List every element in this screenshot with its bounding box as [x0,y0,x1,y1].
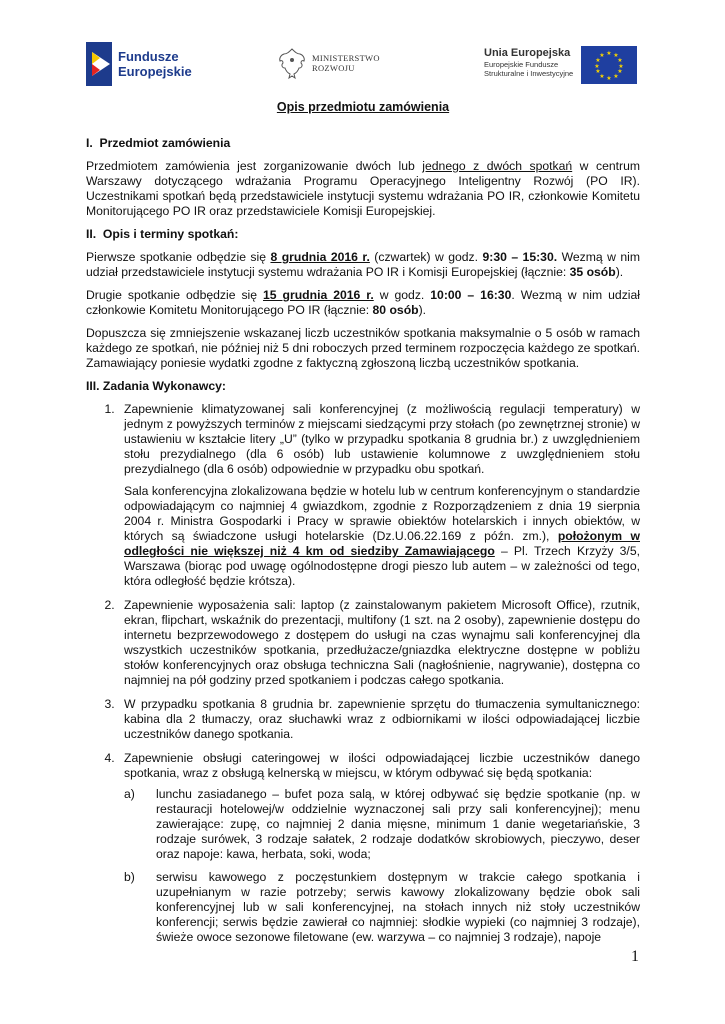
list-item [118,751,640,945]
ue-sub2: Strukturalne i Inwestycyjne [484,69,574,78]
svg-text:★: ★ [606,75,612,82]
meeting-1-paragraph: Pierwsze spotkanie odbędzie się 8 grudnia 2016 r. (czwartek) w godz. 9:30 – 15:30. Wezmą w nim udział przedstawiciele instytucji systemu wdrażania PO IR i Komisji Europejskiej (łącznie: 35 osób). [86,250,640,279]
contractor-tasks-list [86,402,640,945]
participant-reduction-paragraph: Dopuszcza się zmniejszenie wskazanej liczb uczestników spotkania maksymalnie o 5 osób w ramach każdego ze spotkań, nie później niż 5 dni roboczych przed terminem rozpoczęcia każdego ze spotkań. Zamawiający poniesie wydatki zgodne z faktyczną zgłoszoną liczbą uczestników spotkania. [86,326,640,370]
task-3-text: 3. W przypadku spotkania 8 grudnia br. zapewnienie sprzętu do tłumaczenia symultanicznego: kabina dla 2 tłumaczy, oraz słuchawki wraz z odbiornikami w ilości odpowiadającej liczbie uczestników danego spotkania. [124,697,640,741]
section-3-heading: III. Zadania Wykonawcy: [86,379,226,393]
meeting-2-count: 80 osób [372,303,419,317]
task-1-text: 1. Zapewnienie klimatyzowanej sali konferencyjnej (z możliwością regulacji temperatury) w jednym z powyższych terminów z miejscami siedzącymi przy stołach (po zewnętrznej stronie) w ustawieniu w kształcie litery „U” (tylko w przypadku spotkania 8 grudnia br.) z uwzględnieniem stołu prezydialnego (dla 6 osób) lub ustawienie kolumnowe z uwzględnieniem stołu prezydialnego (dla 6 osób) odpowiednie w przypadku obu spotkań. [124,402,640,476]
svg-text:★: ★ [599,73,605,80]
ministerstwo-line2: ROZWOJU [312,63,355,73]
svg-text:★: ★ [618,63,624,70]
underlined-phrase: jednego z dwóch spotkań [422,159,573,173]
ministerstwo-rozwoju-logo [278,46,380,80]
svg-text:★: ★ [595,68,601,75]
svg-text:★: ★ [617,57,623,64]
task-4-text: 4. Zapewnienie obsługi cateringowej w ilości odpowiadającej liczbie uczestników danego spotkania, wraz z obsługą kelnerską w miejscu, w którym odbywać się będą spotkania: [124,751,640,780]
document-body [86,100,640,954]
list-item [118,402,640,589]
list-item: a) lunchu zasiadanego – bufet poza salą, w której odbywać się będzie spotkanie (np. w restauracji hotelowej/w oddzielnie wyznaczonej sali przy sali konferencyjnej); menu zawierające: zupę, co najmniej 2 dania mięsne, minimum 1 danie wegetariańskie, 3 rodzaje surówek, 3 rodzaje sałatek, 2 rodzaje dodatków skrobiowych, pieczywo, deser oraz napoje: kawa, herbata, soki, woda; [124,787,640,861]
fundusze-europejskie-logo [86,42,192,86]
eagle-emblem-icon [278,46,306,80]
fe-line1: Fundusze [118,49,179,64]
svg-text:★: ★ [595,57,601,64]
list-item [118,598,640,688]
meeting-2-paragraph: Drugie spotkanie odbędzie się 15 grudnia 2016 r. w godz. 10:00 – 16:30. Wezmą w nim udział członkowie Komitetu Monitorującego PO IR (łącznie: 80 osób). [86,288,640,317]
ue-title: Unia Europejska [484,47,571,59]
eu-flag-icon [581,46,637,84]
meeting-2-date: 15 grudnia 2016 r. [263,288,374,302]
task-2-text: 2. Zapewnienie wyposażenia sali: laptop (z zainstalowanym pakietem Microsoft Office), rzutnik, ekran, flipchart, wskaźnik do prezentacji, multifony (1 szt. na 2 osoby), zapewnienie dostępu do internetu bezprzewodowego z dostępem do usługi na czas wynajmu sali konferencyjnej dla wszystkich uczestników spotkania, przedłużacze/gniazdka elektryczne dostępne w pobliżu stołów konferencyjnych oraz obsługa techniczna Sali (nagłośnienie, nagrywanie), dostępna co najmniej na pół godziny przed spotkaniem i podczas całego spotkania. [124,598,640,687]
meeting-2-time: 10:00 – 16:30 [430,288,512,302]
svg-text:★: ★ [606,50,612,57]
svg-text:★: ★ [613,73,619,80]
page-number: 1 [631,948,639,965]
distance-requirement: położonym w odległości nie większej niż 4 km od siedziby Zamawiającego [124,529,640,558]
list-item: b) serwisu kawowego z poczęstunkiem dostępnym w trakcie całego spotkania i uzupełnianym w razie potrzeby; serwis kawowy zlokalizowany będzie obok sali konferencyjnej lub w sali konferencyjnej, na stołach innych niż stoły uczestników konferencji; serwis będzie zawierał co najmniej: słodkie wypieki (co najmniej 3 rodzaje), świeże owoce sezonowe filetowane (ew. warzywa – co najmniej 3 rodzaje), napoje [124,870,640,944]
meeting-1-count: 35 osób [569,265,616,279]
task-1-location-text: Sala konferencyjna zlokalizowana będzie w hotelu lub w centrum konferencyjnym o standardzie odpowiadającym co najmniej 4 gwiazdkom, zgodnie z Rozporządzeniem z dnia 19 sierpnia 2004 r. Ministra Gospodarki i Pracy w sprawie obiektów hotelarskich i innych obiektów, w których są świadczone usługi hotelarskie (Dz.U.06.22.169 z późn. zm.), położonym w odległości nie większej niż 4 km od siedziby Zamawiającego – Pl. Trzech Krzyży 3/5, Warszawa (biorąc pod uwagę ogólnodostępne drogi pieszo lub autem – w zależności od tego, która odległość będzie krótsza). [124,484,640,588]
catering-sublist [124,787,640,945]
list-item [118,697,640,742]
fe-line2: Europejskie [118,64,192,79]
svg-text:★: ★ [613,52,619,59]
document-title: Opis przedmiotu zamówienia [276,100,450,114]
svg-text:★: ★ [594,63,600,70]
section-1-heading: I. Przedmiot zamówienia [86,136,231,150]
fundusze-europejskie-mark-icon [86,42,112,86]
svg-text:★: ★ [599,52,605,59]
svg-text:★: ★ [617,68,623,75]
meeting-1-time: 9:30 – 15:30. [482,250,558,264]
header-logos [86,40,646,92]
section-1-paragraph: Przedmiotem zamówienia jest zorganizowanie dwóch lub jednego z dwóch spotkań w centrum Warszawy dotyczącego wdrażania Programu Operacyjnego Inteligentny Rozwój (PO IR). Uczestnikami spotkań będą przedstawiciele instytucji systemu wdrażania PO IR, członkowie Komitetu Monitorującego PO IR oraz przedstawiciele Komisji Europejskiej. [86,159,641,218]
ministerstwo-line1: MINISTERSTWO [312,53,380,63]
ue-sub1: Europejskie Fundusze [484,60,559,69]
unia-europejska-logo [484,46,637,84]
section-2-heading: II. Opis i terminy spotkań: [86,227,239,241]
meeting-1-date: 8 grudnia 2016 r. [270,250,370,264]
